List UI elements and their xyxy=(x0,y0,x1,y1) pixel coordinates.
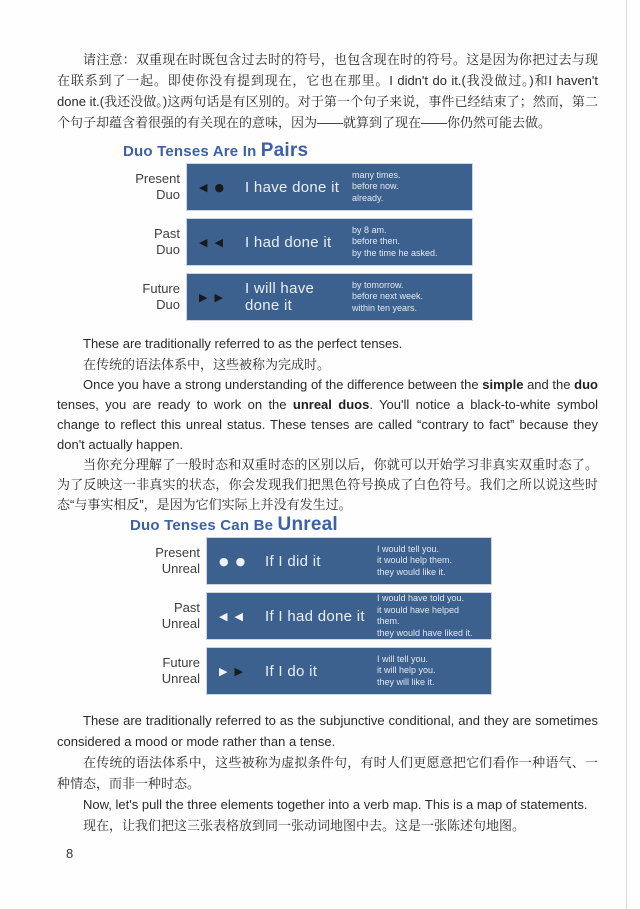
label-line-2: Unreal xyxy=(161,561,200,576)
tense-examples xyxy=(377,544,483,579)
tense-phrase: If I did it xyxy=(265,552,321,570)
label-line-2: Duo xyxy=(156,242,180,257)
label-line-2: Unreal xyxy=(161,616,200,631)
example-line: within ten years. xyxy=(352,302,418,313)
label-line-1: Past xyxy=(153,226,180,241)
section-heading-unreal xyxy=(130,515,598,536)
tense-bar xyxy=(187,274,472,320)
label-line-2: Duo xyxy=(156,297,180,312)
text-segment-bold: unreal duos xyxy=(292,397,370,412)
tense-label xyxy=(57,600,207,632)
past-arrow-icon: ◀ xyxy=(214,235,223,249)
unreal-dot-icon: ● xyxy=(235,554,246,568)
tense-label xyxy=(57,171,187,203)
example-line: by the time he asked. xyxy=(352,247,438,258)
tense-examples xyxy=(352,170,464,205)
example-line: it would help them. xyxy=(377,555,453,566)
heading-emphasis: Unreal xyxy=(277,514,338,535)
tense-phrase: I had done it xyxy=(245,233,332,251)
past-arrow-icon: ◀ xyxy=(199,235,208,249)
text-segment: . You'll notice a black-to-white symbol change to reflect this unreal status. These tenses are called “contrary to fact” because they don't actually happen. xyxy=(57,397,598,452)
tense-examples xyxy=(377,593,483,639)
text-segment: Once you have a strong understanding of the difference between the xyxy=(83,377,483,392)
tense-symbols xyxy=(219,611,265,622)
tense-symbols xyxy=(219,556,265,567)
tense-examples xyxy=(377,654,483,689)
text-segment: and the xyxy=(523,377,575,392)
example-line: I will tell you. xyxy=(377,653,429,664)
tense-bar xyxy=(187,164,472,210)
tense-row-present-unreal xyxy=(57,538,598,584)
example-line: they would have liked it. xyxy=(377,627,473,638)
example-line: by tomorrow. xyxy=(352,279,404,290)
map-note-en: Now, let's pull the three elements together into a verb map. This is a map of statements. xyxy=(83,797,588,812)
tense-row-future-unreal xyxy=(57,648,598,694)
label-line-2: Unreal xyxy=(161,671,200,686)
tense-bar xyxy=(207,538,491,584)
unreal-table xyxy=(57,538,598,694)
example-line: I would have told you. xyxy=(377,593,465,603)
scan-edge-line xyxy=(626,0,627,909)
text-segment-bold: simple xyxy=(482,377,524,392)
present-dot-icon: ● xyxy=(214,180,225,194)
section-heading-pairs xyxy=(123,141,598,162)
past-arrow-icon: ◀ xyxy=(199,180,208,194)
pairs-table xyxy=(57,164,598,320)
future-arrow-icon: ▶ xyxy=(214,290,223,304)
pairs-note-zh: 在传统的语法体系中，这些被称为完成时。 xyxy=(83,357,331,372)
tense-row-past-unreal xyxy=(57,593,598,639)
example-line: by 8 am. xyxy=(352,224,387,235)
tense-bar xyxy=(187,219,472,265)
label-line-1: Future xyxy=(162,655,200,670)
tense-symbols xyxy=(199,292,245,303)
tense-label xyxy=(57,655,207,687)
example-line: it would have helped them. xyxy=(377,604,460,626)
example-line: already. xyxy=(352,192,384,203)
unreal-future-arrow-icon: ▶ xyxy=(219,664,228,678)
tense-symbols xyxy=(199,182,245,193)
tense-bar xyxy=(207,593,491,639)
tense-row-future-duo xyxy=(57,274,598,320)
tense-phrase: If I had done it xyxy=(265,607,365,625)
unreal-note-zh: 在传统的语法体系中，这些被称为虚拟条件句，有时人们更愿意把它们看作一种语气、一种情态，而非一种时态。 xyxy=(57,755,598,791)
label-line-1: Present xyxy=(155,545,200,560)
tense-row-past-duo xyxy=(57,219,598,265)
tense-phrase: I have done it xyxy=(245,178,340,196)
heading-emphasis: Pairs xyxy=(260,140,309,161)
heading-prefix: Duo Tenses Are In xyxy=(123,143,261,160)
example-line: before now. xyxy=(352,181,399,192)
tense-label xyxy=(57,281,187,313)
label-line-1: Past xyxy=(173,600,200,615)
tense-phrase: I will have done it xyxy=(245,280,315,314)
text-segment: tenses, you are ready to work on the xyxy=(57,397,293,412)
intro-paragraph: 请注意：双重现在时既包含过去时的符号，也包含现在时的符号。这是因为你把过去与现在联系到了一起。即使你没有提到现在，它也在那里。I didn't do it.(我没做过。)和I haven't done it.(我还没做。)这两句话是有区别的。对于第一个句子来说，事件已经结束了；然而，第二个句子却蕴含着很强的有关现在的意味，因为——就算到了现在——你仍然可能去做。 xyxy=(57,52,598,130)
tense-bar xyxy=(207,648,491,694)
unreal-note-en: These are traditionally referred to as the subjunctive conditional, and they are sometimes considered a mood or mode rather than a tense. xyxy=(57,713,598,749)
pairs-note-en: These are traditionally referred to as the perfect tenses. xyxy=(83,336,403,351)
label-line-1: Present xyxy=(135,171,180,186)
example-line: before then. xyxy=(352,236,401,247)
text-segment-bold: duo xyxy=(574,377,598,392)
page-number: 8 xyxy=(66,846,74,861)
unreal-past-arrow-icon: ◀ xyxy=(219,609,228,623)
tense-examples xyxy=(352,225,464,260)
future-arrow-icon: ▶ xyxy=(234,664,243,678)
heading-prefix: Duo Tenses Can Be xyxy=(130,517,278,534)
tense-symbols xyxy=(219,666,265,677)
example-line: I would tell you. xyxy=(377,543,440,554)
example-line: many times. xyxy=(352,169,401,180)
unreal-past-arrow-icon: ◀ xyxy=(234,609,243,623)
example-line: they would like it. xyxy=(377,566,446,577)
map-note-zh: 现在，让我们把这三张表格放到同一张动词地图中去。这是一张陈述句地图。 xyxy=(83,818,526,833)
tense-phrase: If I do it xyxy=(265,662,318,680)
example-line: it will help you. xyxy=(377,665,436,676)
tense-label xyxy=(57,545,207,577)
label-line-1: Future xyxy=(142,281,180,296)
tense-row-present-duo xyxy=(57,164,598,210)
tense-symbols xyxy=(199,237,245,248)
unreal-intro-paragraph-zh: 当你充分理解了一般时态和双重时态的区别以后，你就可以开始学习非真实双重时态了。为了反映这一非真实的状态，你会发现我们把黑色符号换成了白色符号。我们之所以说这些时态“与事实相反”，是因为它们实际上并没有发生过。 xyxy=(57,457,598,512)
example-line: they will like it. xyxy=(377,676,435,687)
unreal-intro-paragraph-en xyxy=(57,375,598,455)
unreal-dot-icon: ● xyxy=(219,554,229,568)
example-line: before next week. xyxy=(352,291,424,302)
tense-examples xyxy=(352,280,464,315)
label-line-2: Duo xyxy=(156,187,180,202)
tense-label xyxy=(57,226,187,258)
future-arrow-icon: ▶ xyxy=(199,290,208,304)
